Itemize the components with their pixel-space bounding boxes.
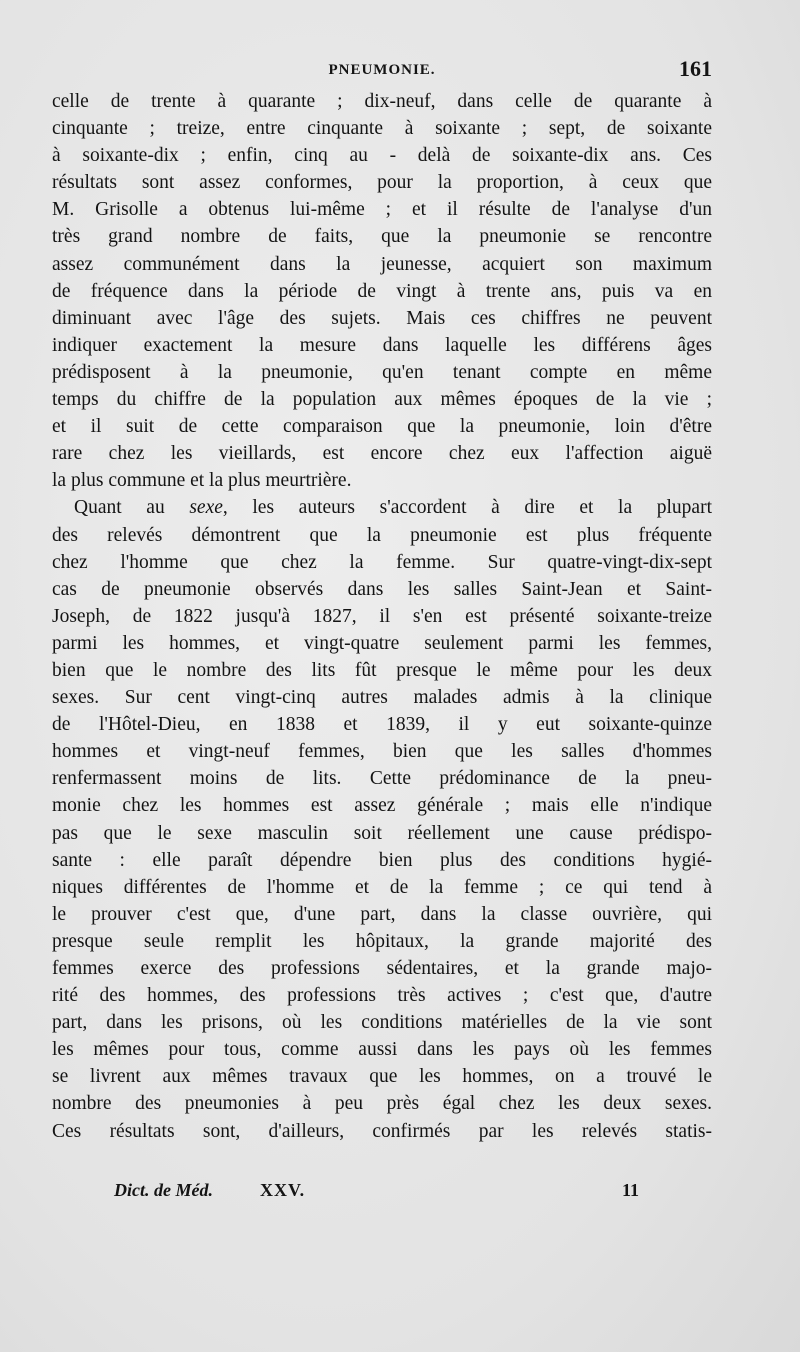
text-line: de fréquence dans la période de vingt à trente ans, puis va en (52, 280, 712, 302)
volume-mark: XXV. (260, 1180, 306, 1200)
italic-word: sexe (189, 497, 223, 519)
text-line: parmi les hommes, et vingt-quatre seulement parmi les femmes, (52, 632, 712, 654)
text-line: la plus commune et la plus meurtrière. (52, 470, 352, 492)
text-line: se livrent aux mêmes travaux que les hommes, on a trouvé le (52, 1066, 712, 1088)
text-line: Joseph, de 1822 jusqu'à 1827, il s'en est présenté soixante-treize (52, 605, 712, 627)
sheet-number: 11 (622, 1180, 640, 1200)
text-line: assez communément dans la jeunesse, acquiert son maximum (52, 253, 712, 275)
text-line: résultats sont assez conformes, pour la proportion, à ceux que (52, 172, 712, 194)
text-line: chez l'homme que chez la femme. Sur quatre-vingt-dix-sept (52, 551, 712, 573)
text-line: cinquante ; treize, entre cinquante à soixante ; sept, de soixante (52, 118, 712, 140)
text-line: nombre des pneumonies à peu près égal chez les deux sexes. (52, 1093, 712, 1115)
text-line: femmes exerce des professions sédentaires, et la grande majo- (52, 958, 712, 979)
text-line: hommes et vingt-neuf femmes, bien que les salles d'hommes (52, 741, 712, 763)
text-line: des relevés démontrent que la pneumonie est plus fréquente (52, 524, 712, 546)
text-line: celle de trente à quarante ; dix-neuf, dans celle de quarante à (52, 91, 712, 112)
text-line: sexes. Sur cent vingt-cinq autres malades admis à la clinique (52, 687, 712, 709)
text-line: renfermassent moins de lits. Cette prédominance de la pneu- (52, 768, 712, 790)
text-line: presque seule remplit les hôpitaux, la grande majorité des (52, 930, 712, 952)
text-line: les mêmes pour tous, comme aussi dans les pays où les femmes (52, 1039, 712, 1061)
page-number: 161 (679, 56, 712, 81)
text-line: monie chez les hommes est assez générale ; mais elle n'indique (52, 795, 712, 817)
text-line: indiquer exactement la mesure dans laquelle les différens âges (52, 334, 712, 356)
text-line: pas que le sexe masculin soit réellement une cause prédispo- (52, 822, 712, 844)
text-run: Quant au (74, 497, 190, 519)
text-line: cas de pneumonie observés dans les salles Saint-Jean et Saint- (52, 578, 712, 600)
signature-mark: Dict. de Méd. (114, 1180, 213, 1200)
text-line: très grand nombre de faits, que la pneumonie se rencontre (52, 226, 712, 248)
text-line: rare chez les vieillards, est encore chez eux l'affection aiguë (52, 443, 712, 465)
text-line: bien que le nombre des lits fût presque le même pour les deux (52, 659, 712, 681)
text-line: de l'Hôtel-Dieu, en 1838 et 1839, il y eut soixante-quinze (52, 714, 712, 736)
page-header (52, 56, 712, 86)
text-line: M. Grisolle a obtenus lui-même ; et il résulte de l'analyse d'un (52, 199, 712, 221)
text-line: le prouver c'est que, d'une part, dans la classe ouvrière, qui (52, 903, 712, 925)
text-line: rité des hommes, des professions très actives ; c'est que, d'autre (52, 985, 712, 1007)
text-line: prédisposent à la pneumonie, qu'en tenant compte en même (52, 361, 712, 383)
text-line: temps du chiffre de la population aux mêmes époques de la vie ; (52, 389, 712, 411)
page-footer (52, 1180, 712, 1208)
text-line: sante : elle paraît dépendre bien plus des conditions hygié- (52, 849, 712, 871)
text-line: et il suit de cette comparaison que la pneumonie, loin d'être (52, 416, 712, 438)
text-line: Ces résultats sont, d'ailleurs, confirmés par les relevés statis- (52, 1120, 712, 1142)
text-line: à soixante-dix ; enfin, cinq au - delà de soixante-dix ans. Ces (52, 145, 712, 167)
body-text (52, 88, 712, 1145)
text-line: part, dans les prisons, où les conditions matérielles de la vie sont (52, 1012, 712, 1034)
running-title: PNEUMONIE. (328, 62, 436, 78)
paragraph-first-line (52, 494, 712, 521)
text-run: , les auteurs s'accordent à dire et la plupart (222, 497, 712, 519)
text-line: niques différentes de l'homme et de la femme ; ce qui tend à (52, 876, 712, 898)
text-line: diminuant avec l'âge des sujets. Mais ces chiffres ne peuvent (52, 307, 712, 329)
